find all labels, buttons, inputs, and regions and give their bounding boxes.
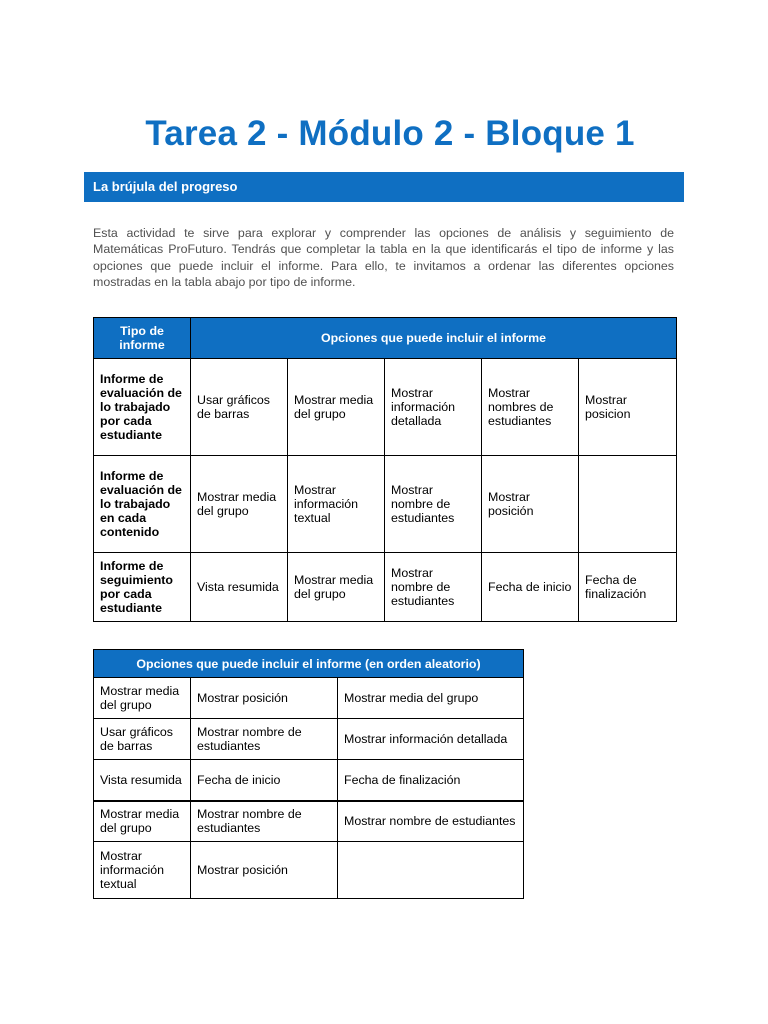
section-header: La brújula del progreso xyxy=(84,172,684,202)
page-title: Tarea 2 - Módulo 2 - Bloque 1 xyxy=(145,114,635,153)
table-row xyxy=(94,359,677,456)
option-cell: Mostrar nombres de estudiantes xyxy=(482,359,579,456)
option-cell: Mostrar media del grupo xyxy=(288,359,385,456)
table-row xyxy=(94,801,524,842)
report-type-cell: Informe de evaluación de lo trabajado en cada contenido xyxy=(94,456,191,553)
report-type-cell: Informe de seguimiento por cada estudiante xyxy=(94,553,191,622)
option-cell: Mostrar media del grupo xyxy=(338,678,524,719)
option-cell: Vista resumida xyxy=(191,553,288,622)
option-cell: Mostrar posición xyxy=(482,456,579,553)
table-row xyxy=(94,678,524,719)
table-row xyxy=(94,719,524,760)
option-cell: Mostrar información detallada xyxy=(338,719,524,760)
option-cell xyxy=(579,456,677,553)
option-cell: Mostrar posicion xyxy=(579,359,677,456)
option-cell: Mostrar posición xyxy=(191,678,338,719)
option-cell: Mostrar media del grupo xyxy=(191,456,288,553)
option-cell: Mostrar información textual xyxy=(288,456,385,553)
option-cell: Mostrar información textual xyxy=(94,842,191,899)
option-cell: Vista resumida xyxy=(94,760,191,801)
header-random-options: Opciones que puede incluir el informe (en orden aleatorio) xyxy=(94,650,524,678)
option-cell: Mostrar posición xyxy=(191,842,338,899)
table-row xyxy=(94,760,524,801)
report-types-table xyxy=(93,317,677,622)
table-row xyxy=(94,553,677,622)
report-type-cell: Informe de evaluación de lo trabajado por cada estudiante xyxy=(94,359,191,456)
option-cell: Fecha de inicio xyxy=(482,553,579,622)
option-cell: Usar gráficos de barras xyxy=(94,719,191,760)
option-cell: Mostrar media del grupo xyxy=(288,553,385,622)
option-cell: Mostrar nombre de estudiantes xyxy=(191,801,338,842)
intro-paragraph: Esta actividad te sirve para explorar y comprender las opciones de análisis y seguimiento de Matemáticas ProFuturo. Tendrás que completar la tabla en la que identificarás el tipo de informe y las opciones que puede incluir el informe. Para ello, te invitamos a ordenar las diferentes opciones mostradas en la tabla abajo por tipo de informe. xyxy=(93,226,674,289)
header-report-options: Opciones que puede incluir el informe xyxy=(191,318,677,359)
table-header-row xyxy=(94,318,677,359)
option-cell: Mostrar media del grupo xyxy=(94,678,191,719)
header-report-type: Tipo de informe xyxy=(94,318,191,359)
table-header-row xyxy=(94,650,524,678)
option-cell: Mostrar información detallada xyxy=(385,359,482,456)
option-cell: Mostrar media del grupo xyxy=(94,801,191,842)
table-row xyxy=(94,842,524,899)
option-cell: Mostrar nombre de estudiantes xyxy=(191,719,338,760)
table-row xyxy=(94,456,677,553)
option-cell: Mostrar nombre de estudiantes xyxy=(338,801,524,842)
option-cell: Mostrar nombre de estudiantes xyxy=(385,553,482,622)
option-cell: Fecha de finalización xyxy=(579,553,677,622)
option-cell: Fecha de inicio xyxy=(191,760,338,801)
option-cell: Usar gráficos de barras xyxy=(191,359,288,456)
random-options-table xyxy=(93,649,524,899)
option-cell: Fecha de finalización xyxy=(338,760,524,801)
option-cell xyxy=(338,842,524,899)
option-cell: Mostrar nombre de estudiantes xyxy=(385,456,482,553)
